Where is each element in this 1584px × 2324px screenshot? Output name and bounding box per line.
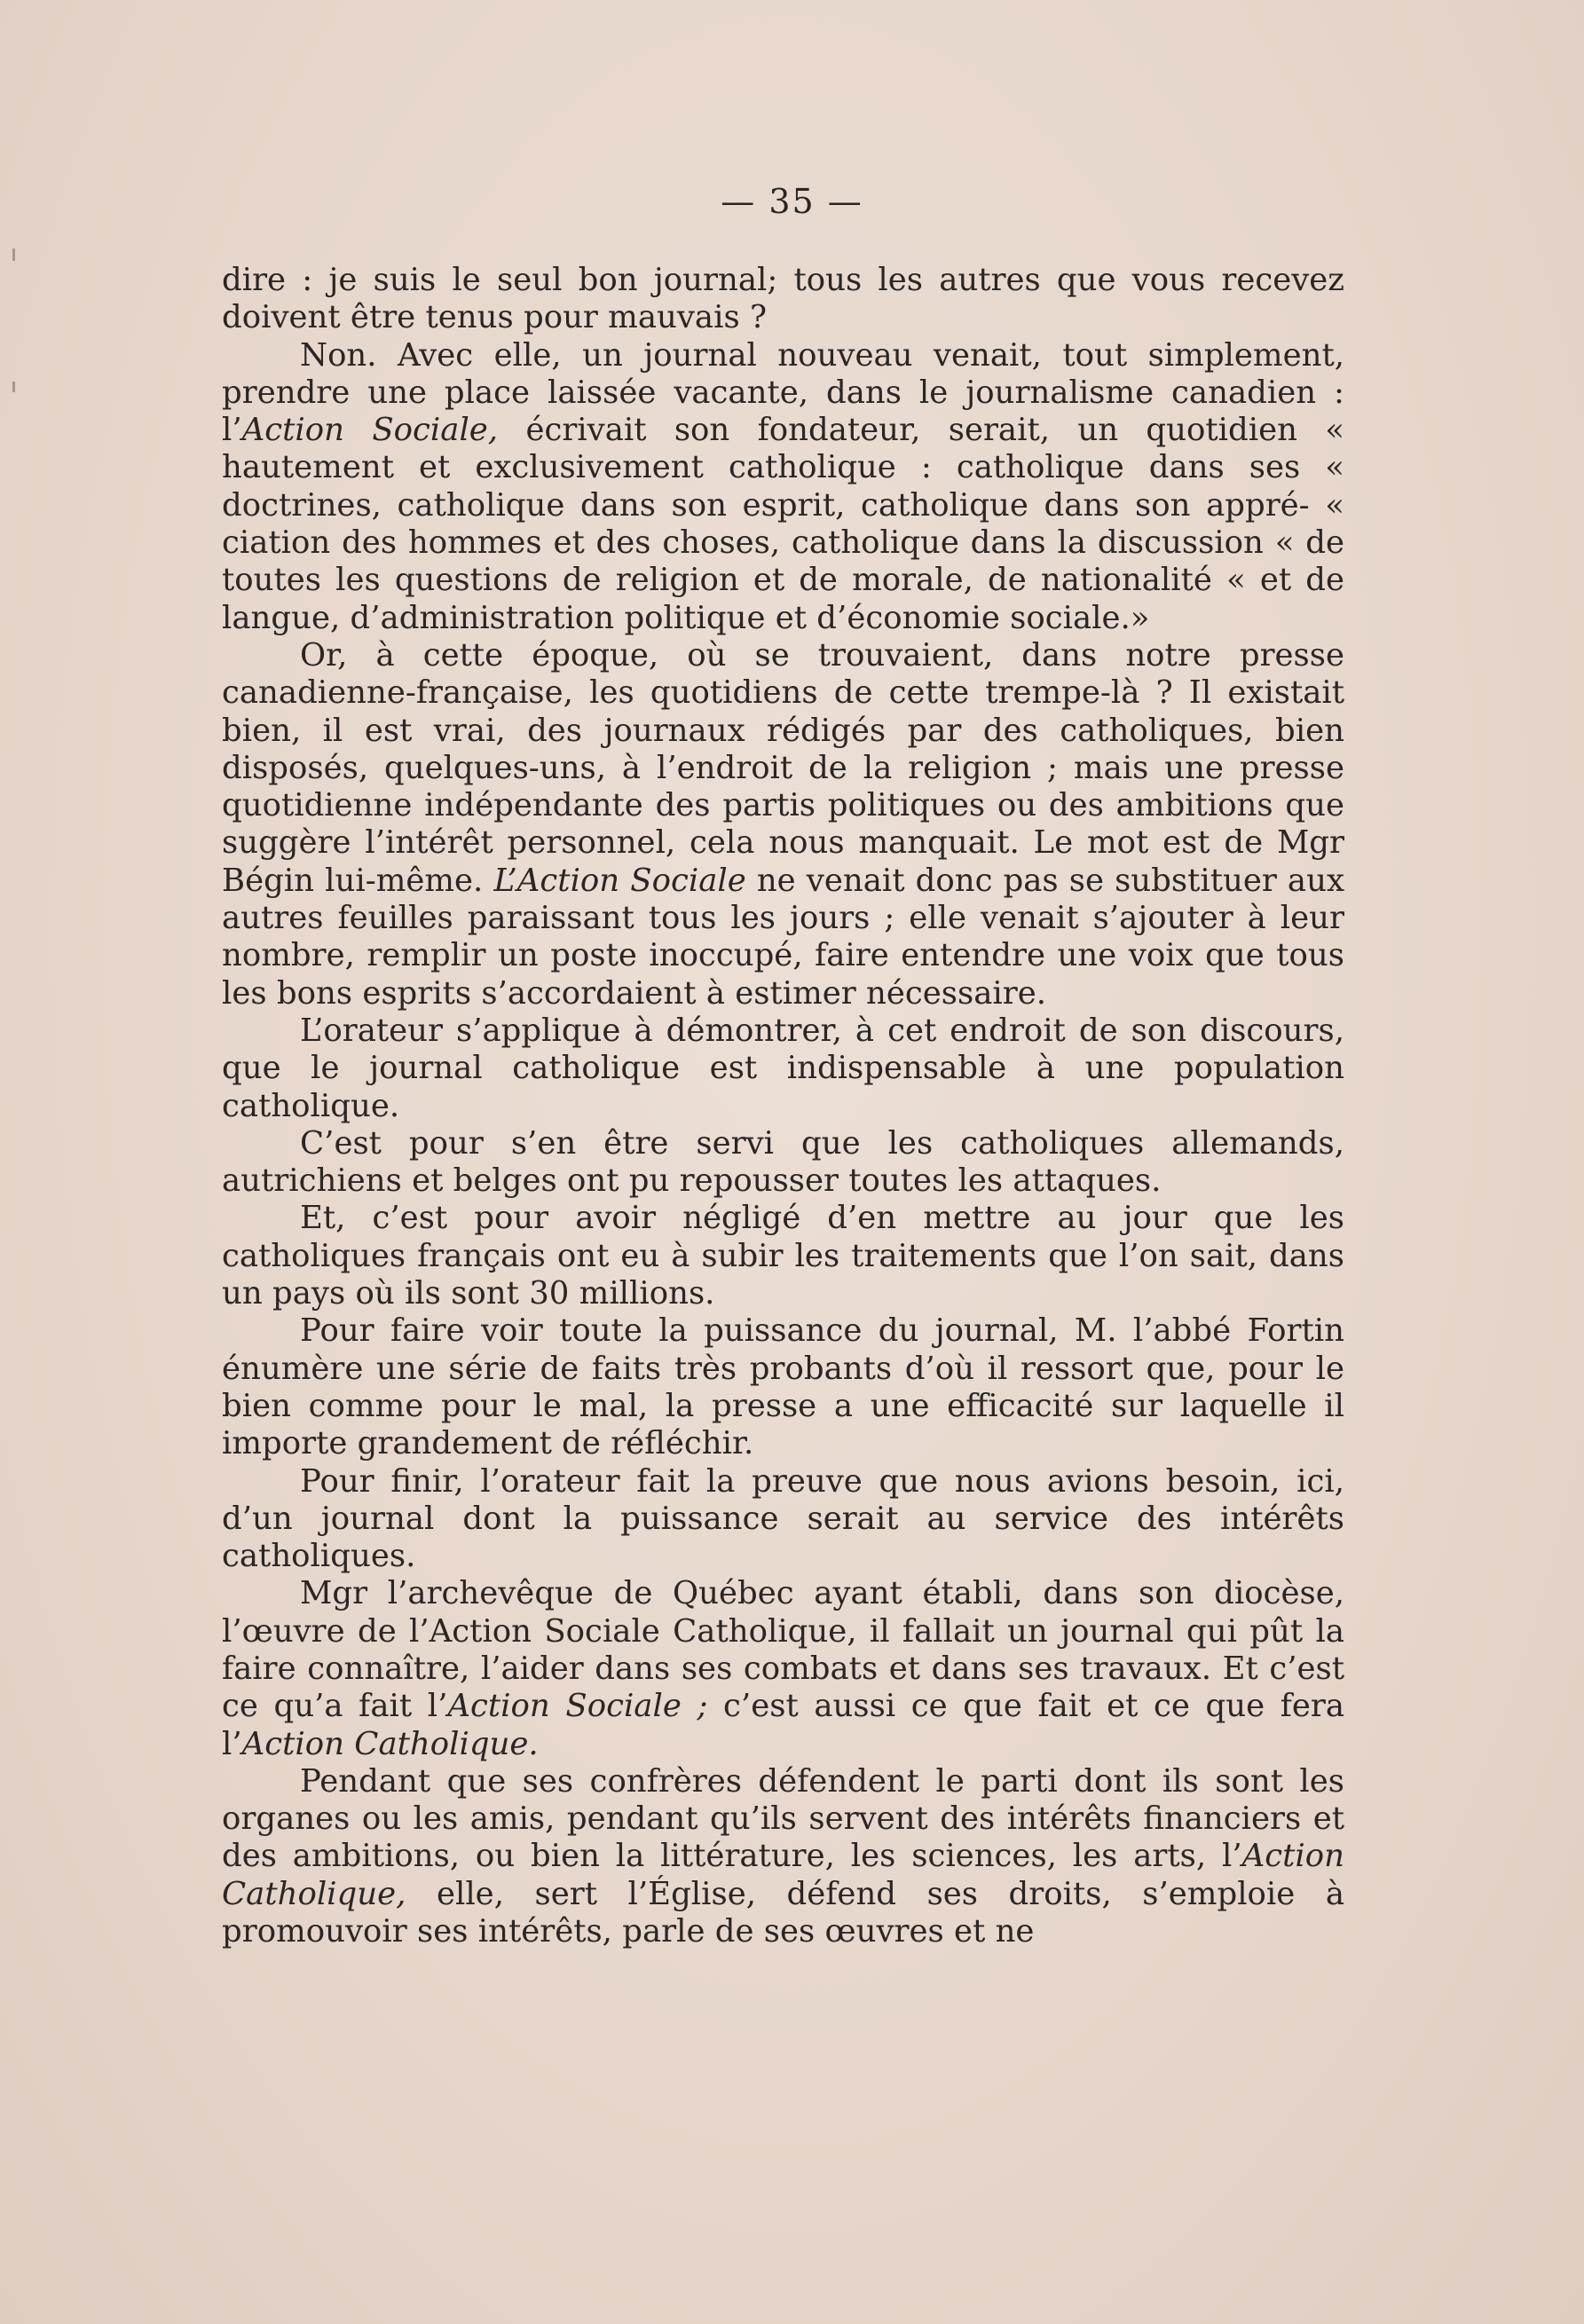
paragraph (222, 1575, 1344, 1762)
margin-mark (12, 248, 15, 261)
paragraph (222, 262, 1344, 337)
italic-title: Action Sociale ; (447, 1688, 708, 1725)
text-run: Et, c’est pour avoir négligé d’en mettre au jour que les catholiques français ont eu à subir les traitements que l’on sait, dans un pays où ils sont 30 millions. (222, 1200, 1344, 1312)
text-run: dire : je suis le seul bon journal; tous les autres que vous recevez doivent être tenus pour mauvais ? (222, 262, 1344, 336)
margin-mark (12, 382, 15, 392)
paragraph (222, 1463, 1344, 1576)
text-run: Non. Avec elle, un journal nouveau venait, tout simplement, prendre une place laissée vacante, dans le journalisme canadien : l’ (222, 336, 1344, 449)
text-run: Or, à cette époque, où se trouvaient, dans notre presse canadienne-française, les quotidiens de cette trempe-là ? Il existait bien, il est vrai, des journaux rédigés par des catholiques, bien disposés, quelques-uns, à l’endroit de la religion ; mais une presse quotidienne indépendante des partis politiques ou des ambitions que suggère l’intérêt personnel, cela nous manquait. Le mot est de Mgr Bégin lui-même. (222, 636, 1344, 899)
text-run: Pour faire voir toute la puissance du journal, M. l’abbé Fortin énumère une série de faits très probants d’où il ressort que, pour le bien comme pour le mal, la presse a une efficacité sur laquelle il importe grandement de réfléchir. (222, 1312, 1344, 1462)
paragraph (222, 1312, 1344, 1462)
italic-title: L’Action Sociale (493, 862, 746, 899)
text-run: ne venait donc pas se substituer aux autres feuilles paraissant tous les jours ; elle venait s’ajouter à leur nombre, remplir un poste inoccupé, faire entendre une voix que tous les bons esprits s’accordaient à estimer nécessaire. (222, 862, 1344, 1012)
paragraph (222, 337, 1344, 637)
text-run: écrivait son fondateur, serait, un quotidien « hautement et exclusivement catholique : catholique dans ses « doctrines, catholique dans son esprit, catholique dans son appré- « ciation des hommes et des choses, catholique dans la discussion « de toutes les questions de religion et de morale, de nationalité « et de langue, d’administration politique et d’économie sociale.» (222, 412, 1344, 636)
body-text (222, 262, 1344, 1950)
text-run: C’est pour s’en être servi que les catholiques allemands, autrichiens et belges ont pu repousser toutes les attaques. (222, 1124, 1344, 1200)
paragraph (222, 1200, 1344, 1312)
text-run: c’est aussi ce que fait et ce que fera l’ (222, 1688, 1344, 1762)
paragraph (222, 1763, 1344, 1950)
italic-title: Action Catholique. (241, 1725, 539, 1762)
text-run: elle, sert l’Église, défend ses droits, s’emploie à promouvoir ses intérêts, parle de ses œuvres et ne (222, 1875, 1344, 1950)
text-run: Mgr l’archevêque de Québec ayant établi, dans son diocèse, l’œuvre de l’Action Sociale Catholique, il fallait un journal qui pût la faire connaître, l’aider dans ses combats et dans ses travaux. Et c’est ce qu’a fait l’ (222, 1575, 1344, 1725)
paragraph (222, 1125, 1344, 1201)
italic-title: Action Catholique, (222, 1838, 1344, 1912)
page-number: — 35 — (721, 182, 863, 221)
paragraph (222, 1012, 1344, 1125)
text-run: Pour finir, l’orateur fait la preuve que nous avions besoin, ici, d’un journal dont la puissance serait au service des intérêts catholiques. (222, 1462, 1344, 1575)
italic-title: Action Sociale, (241, 412, 499, 449)
text-run: L’orateur s’applique à démontrer, à cet endroit de son discours, que le journal catholique est indispensable à une population catholique. (222, 1012, 1344, 1124)
paragraph (222, 637, 1344, 1012)
text-run: Pendant que ses confrères défendent le parti dont ils sont les organes ou les amis, pendant qu’ils servent des intérêts financiers et des ambitions, ou bien la littérature, les sciences, les arts, l’ (222, 1762, 1344, 1875)
